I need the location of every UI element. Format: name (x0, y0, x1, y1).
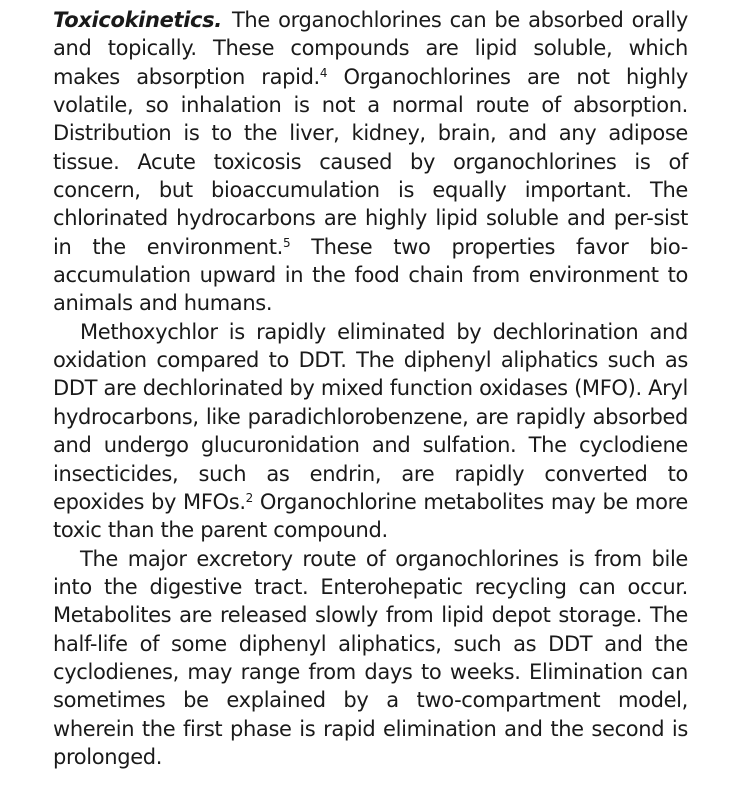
paragraph-text: Organochlorines are not highly volatile, so inhalation is not a normal route of absorption. Distribution is to the liver, kidney, brain, and any adipose tissue. Acute toxicosis caused by organochlorines is of concern, but bioaccumulation is equally important. The chlorinated hydrocarbons are highly lipid soluble and per-sist in the environment. (53, 64, 688, 259)
reference-superscript: 4 (319, 65, 328, 80)
reference-superscript: 5 (282, 235, 291, 250)
paragraph-text: These two properties favor bio-accumulation upward in the food chain from environment to animals and humans. (53, 234, 688, 316)
paragraph-text: Methoxychlor is rapidly eliminated by dechlorination and oxidation compared to DDT. The diphenyl aliphatics such as DDT are dechlorinated by mixed function oxidases (MFO). Aryl hydrocarbons, like paradichlorobenzene, are rapidly absorbed and undergo glucuronidation and sulfation. The cyclodiene insecticides, such as endrin, are rapidly converted to epoxides by MFOs. (53, 319, 688, 514)
paragraph-excretion (53, 545, 688, 772)
reference-superscript: 2 (245, 490, 253, 505)
paragraph-text: Organochlorine metabolites may be more toxic than the parent compound. (53, 489, 688, 543)
paragraph-text: The major excretory route of organochlorines is from bile into the digestive tract. Enterohepatic recycling can occur. Metabolites are released slowly from lipid depot storage. The half-life of some diphenyl aliphatics, such as DDT and the cyclodienes, may range from days to weeks. Elimination can sometimes be explained by a two-compartment model, wherein the first phase is rapid elimination and the second is prolonged. (53, 546, 688, 769)
section-heading: Toxicokinetics. (53, 8, 222, 32)
paragraph-metabolism (53, 318, 688, 545)
paragraph-toxicokinetics-absorption (53, 6, 688, 318)
document-text-block (53, 6, 688, 771)
paragraph-text: The organochlorines can be absorbed orally and topically. These compounds are lipid soluble, which makes absorption rapid. (53, 8, 688, 89)
